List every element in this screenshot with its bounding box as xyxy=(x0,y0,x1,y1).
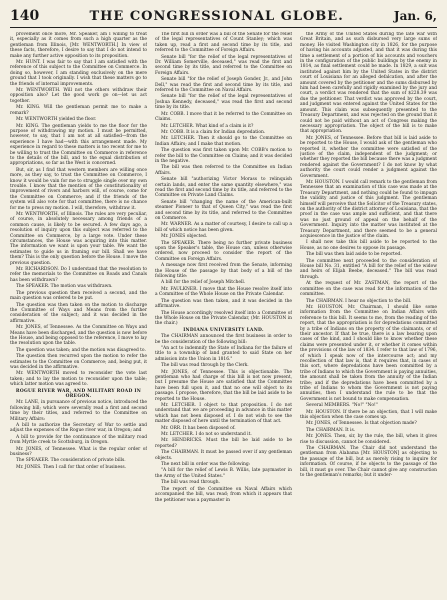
paragraph: A bill to authorize the Secretary of War to settle and adjust the expenses of the Rogue river war, in Oregon; and xyxy=(10,423,147,434)
paragraph: Senate bill "for the relief of the legal representatives of Joshua Kennedy, deceased," was read the first and second time by its title. xyxy=(155,94,292,111)
section-heading: INDIANA UNIVERSITY LAND. xyxy=(183,327,264,333)
paragraph: "An act to indemnify the State of Indiana for the failure of title to a township of land granted to said State on her admission into the Union in 1816." xyxy=(155,345,292,362)
paragraph: Mr. LETCHER. Then it should go to the Committee on Indian Affairs; and I make that motion. xyxy=(155,136,292,147)
paragraph: Mr. JONES. Then, sir, by the rule, the bill, when it gives rise to discussion, cannot be considered. xyxy=(300,434,437,445)
paragraph: The report of the Committee on Naval Affairs which accompanied the bill, was read; from which it appears that the petitioner was a paymaster in xyxy=(155,486,292,503)
paragraph: The SPEAKER. The consideration of private bills. xyxy=(16,458,126,464)
paragraph: Mr. COBB. I move that it be referred to the Committee on Claims. xyxy=(155,111,292,123)
paragraph: "A bill for the relief of Lewis B. Willis, late paymaster in the Army of the United States." xyxy=(155,468,292,479)
paragraph: Mr. RICHARDSON. Do I understand that the resolution to refer the memorials to the Committee on Roads and Canals has been withdrawn? xyxy=(10,267,147,283)
paragraph: Mr. HENDRICKS. Must the bill be laid aside to be reported? xyxy=(155,438,292,449)
paragraph: Senate bill "for the relief of Joseph Gonder, Jr., and John Dell," was read the first and second time by its title, and referred to the Committee on Naval Affairs. xyxy=(155,77,292,94)
paragraph: Mr. LETCHER. I object to that proposition. I do not understand that we are proceeding in advance in this matter which has not been disposed of. I do not wish to see the matter disposed of here until the termination of that act. xyxy=(155,403,292,425)
paragraph: At the request of Mr. ZASTMAN, the report of the committee on the case was read for the information of the committee. xyxy=(300,281,437,298)
paragraph: Mr. WARNER. As a matter of courtesy, I desire to call up a bill of which notice has been given. xyxy=(155,222,292,233)
paragraph: Mr. COBB. It is a claim for Indian depredation. xyxy=(161,129,266,135)
paragraph: Mr. LETCHER. What kind of a claim is it? xyxy=(161,123,254,129)
page-title: THE CONGRESSIONAL GLOBE. xyxy=(89,9,344,24)
paragraph: Senate bill "authorizing Victor Morass to relinquish certain lands, and enter the same quantity elsewhere," was read the first and second time by its title, and referred to the Committee on Private Land Claims. xyxy=(155,177,292,199)
paragraph: A bill for the relief of Joseph Mitchell. xyxy=(161,280,246,286)
paragraph: Mr. JONES, of Tennessee. Is that objection made? xyxy=(306,421,417,427)
page-header xyxy=(10,8,437,28)
paragraph: Mr. JONES, of Tennessee. This is objectionable. The gentleman who had charge of this bill is not now present, but I presume the House are satisfied that the Committee have been full upon it, and that no one will object to its passage. I propose, therefore, that the bill be laid aside to be reported to the House. xyxy=(155,369,292,402)
paragraph: The bill was then referred to the Committee on Indian Affairs. xyxy=(155,165,292,176)
page-number: 140 xyxy=(10,8,40,24)
paragraph: Mr. KING. The gentleman yields to me the floor for the purpose of withdrawing my motion. I must be permitted, however, to say, that I am not at all satisfied—from the experience I have had—with this arrangement made. My experience in regard to these matters is too recent for me to be willing to trust the Committee on Commerce in reference to the details of the bill, and to the equal distribution of appropriations, so far as the West is concerned. xyxy=(10,123,147,167)
paragraph: Mr. FAULKNER. I move that the House resolve itself into a Committee of the Whole House on the Private Calendar. xyxy=(155,286,292,298)
paragraph: The SPEAKER. The motion was withdrawn. xyxy=(16,284,113,290)
column-3 xyxy=(300,32,437,592)
paragraph: The question was taken; and the motion was disagreed to. xyxy=(16,347,146,353)
paragraph: the Army of the United States during the late war with Great Britain, and as such disbursed very large sums of money. He visited Washington city in 1826, for the purpose of having his accounts adjusted, and that it was during this time a settlement of a portion of his accounts and vouchers in the configuration of the public buildings by the enemy in 1814, as final settlement could be made. In 1829, a suit was instituted against him by the United States in the district court of Louisiana for an alleged defalcation, and after the amount covered by the petitioner and the sums disbursed by him had been carefully and rigidly examined by the jury and court, a verdict was rendered that the sum of $228.39 was due the petitioner. That verdict was approved by the court, and judgment was entered against the United States for the amount. This claim was subsequently presented to the Treasury Department, and was rejected on the ground that it could not be paid without an act of Congress making the necessary appropriation. The object of the bill is to make that appropriation. xyxy=(300,32,437,135)
paragraph: Mr. JONES, of Tennessee. As the Committee on Ways and Means have been discharged, and the question is now before the House, and being opposed to the reference, I move to lay the resolution upon the table. xyxy=(10,325,147,347)
paragraph: The CHAIRMAN. It must be passed over if any gentleman objects. xyxy=(155,450,292,461)
section-heading: ROGUE RIVER WAR, AND MILITARY ROAD IN OREGON. xyxy=(15,388,142,399)
paragraph: The SPEAKER. There being no further private business upon the Speaker's table, the House can, unless otherwise ordered, now proceed to consider the report of the Committee on Foreign Affairs. xyxy=(155,240,292,262)
column-2 xyxy=(155,32,292,592)
paragraph: The bill was read through by the Clerk. xyxy=(161,363,249,369)
paragraph: The question then recurred upon the motion to refer the estimates to the Committee on Commerce; and, being put, it was decided in the affirmative. xyxy=(10,354,147,370)
paragraph: Mr. HOUSTON. I would call remark to the gentleman from Tennessee that an examination of this case was made at the Treasury Department, and nothing could be found to impugn the validity and justice of this judgment. The gentleman himself will perceive that the Solicitor of the Treasury states, on the authority of the district attorney of Louisiana, that the proof in the case was ample and sufficient, and that there was no just ground of appeal on the behalf of the Government. Inquiry into the matter was instituted at the Treasury Department, and there seemed to be a general acquiescence in the justice of the claim. xyxy=(300,179,437,240)
text-columns xyxy=(10,32,437,592)
paragraph: Mr. HOUSTON. If there be an objection, that I will make this objection when the case comes up. xyxy=(300,409,437,421)
paragraph: Mr. LANE, in pursuance of previous notice, introduced the following bill; which were severally read a first and second time by their titles, and referred to the Committee on Military Affairs: xyxy=(10,400,147,422)
paragraph: Mr. JONES objected. xyxy=(161,234,208,240)
paragraph: The bill was read through. xyxy=(161,480,220,486)
paragraph: The CHAIRMAN. It is. xyxy=(306,427,356,433)
paragraph: provement once more, Mr. Speaker, am I willing to treat it, especially as it comes from such a high quarter as the gentleman from Illinois, [Mr. WENTWORTH.] In view of these facts, therefore, I desire to say that I do not intend to make any further active opposition to its proposition. xyxy=(10,32,147,59)
paragraph: Mr. WENTWORTH yielded the floor. xyxy=(16,117,97,123)
paragraph: The committee next proceeded to the consideration of House bill No. 31, entitled "A bill for the relief of the widow and heirs of Elijah Beebe, deceased." The bill was read through. xyxy=(300,258,437,280)
paragraph: The first bill in order was a bill of the Senate for the relief of the legal representatives of Count Stanley; which was taken up, read a first and second time by its title, and referred to the Committee of Foreign Affairs. xyxy=(155,32,292,54)
paragraph: A bill to provide for the continuance of the military road from Myrtle creek to Scottsburg, in Oregon. xyxy=(10,434,147,446)
paragraph: Several MEMBERS. "No!" "No!" xyxy=(306,403,378,409)
paragraph: Mr. JONES. Then I call for that order of business. xyxy=(16,464,127,470)
paragraph: Mr. WENTWORTH. Will not the others withdraw their opposition also? Let the good work go on—let us act together. xyxy=(10,88,147,104)
paragraph: A message now first received from the Senate, informing the House of the passage by that body of a bill of the following title: xyxy=(155,263,292,280)
paragraph: The question was first taken upon Mr. COBB's motion to refer the bill to the Committee on Claims; and it was decided in the negative. xyxy=(155,148,292,164)
paragraph: Mr. HOUSTON. Mr. Chairman, I should like some information from the Committee on Indian Affairs with reference to this bill. It seems to me, from the reading of the report, that the appropriation is for depredations committed by a tribe of Indians on the property of the claimants, or of their ancestor. If that be true, there is a law bearing upon cases of the kind, and I should like to know whether these claims were presented under it, or whether it comes within the provisions of the law of 1834. I refer to that law of 1796, of which I speak now of the intercourse act; and my recollection of that law is, that it requires that, in cases of this sort, where depredations have been committed by a tribe of Indians to which the Government is paying annuities, the amount shall be taken from the annuity of the Indian tribe; and if the depredations have been committed by a tribe of Indians to whom the Government is not paying annuities, then I understand the rule to be that the Government is not bound to make compensation. xyxy=(300,304,437,402)
paragraph: I shall now take this bill aside to be reported to the House, as no one desires to oppose its passage. xyxy=(300,240,437,251)
paragraph: The bill was then laid aside to be reported. xyxy=(306,252,402,258)
paragraph: Mr. HUNT. I was fair to say that I am satisfied with the reference of this subject to the Committee on Commerce. In doing so, however, I am standing exclusively on the mere ground that I took originally. I wish that these matters go to the friends of internal improvements. xyxy=(10,60,147,87)
paragraph: Mr. WENTWORTH moved to reconsider the vote last taken; and to lay the motion to reconsider upon the table; which latter motion was agreed to. xyxy=(10,371,147,388)
paragraph: The CHAIRMAN announced the first business in order to be the consideration of the following bill: xyxy=(155,334,292,345)
paragraph: Mr. WENTWORTH, of Illinois. The rules are very peculiar, of course, in absolutely necessary among friends of a common cause, is likely to be secured. A few days ago, a resolution of inquiry upon this subject was referred to the Committee on Commerce, by a large vote. Under these circumstances, the House was acquiring into this matter. The information we want is upon your table. We want the estimates to guide us in framing our bill. Shall we have them? This is the only question before the House. I move the previous question. xyxy=(10,212,147,266)
paragraph: The question was then taken on the motion to discharge the Committee of Ways and Means from the further consideration of the subject; and it was decided in the affirmative. xyxy=(10,302,147,324)
paragraph: The CHAIRMAN. I hear no objection to the bill. xyxy=(306,298,412,304)
paragraph: Senate bill "for the relief of the legal representatives of Dr. William Somerville, deceased," was read the first and second time by its title, and referred to the Committee on Foreign Affairs. xyxy=(155,54,292,76)
paragraph: Mr. JONES, of Tennessee. Before that bill is laid aside to be reported to the House, I would ask of the gentleman who reported it, whether the committee were satisfied of the justice of the claim, independent of the judgment; or whether they reported the bill because there was a judgment rendered against the Government? I do not know by what authority the court could render a judgment against the Government. xyxy=(300,135,437,179)
paragraph: The next bill in order was the following: xyxy=(161,462,251,468)
paragraph: The CHAIRMAN. The Chair did not understand the gentleman from Alabama [Mr. HOUSTON] as objecting to the passage of the bill, but as merely rising to inquire for information. Of course, if he objects to the passage of the bill, it must go over. The Chair cannot give any construction to the gentleman's remarks; but it under- xyxy=(300,446,437,479)
paragraph: But, sir, as I find that western members are willing once more, as they say, to trust the Committee on Commerce, I know it would be vain for me to struggle single over my own trouble. I know that the mention of the constitutionality of improvement of rivers and harbors will, of course, come for the Committee on Commerce; and if the friends of the system will also vote for that committee, there is no chance for me to press my motion. I will, therefore, withdraw it. xyxy=(10,167,147,211)
paragraph: The House accordingly resolved itself into a Committee of the Whole House on the Private Calendar, (Mr. HOUSTON in the chair.) xyxy=(155,310,292,327)
paragraph: Mr. JONES, of Tennessee. What is the regular order of business? xyxy=(10,446,147,458)
paragraph: The question was then taken, and it was decided in the affirmative. xyxy=(155,298,292,310)
column-1 xyxy=(10,32,147,592)
page-date: Jan. 6, xyxy=(393,9,437,23)
paragraph: Mr. KING. Will the gentleman permit me to make a remark? xyxy=(10,105,147,116)
paragraph: Mr. ORR. It has been disposed of. xyxy=(161,425,236,431)
paragraph: Mr. LETCHER. I do not so understand it. xyxy=(161,432,252,438)
paragraph: The previous question then received a second, and the main question was ordered to be put. xyxy=(10,290,147,302)
paragraph: Senate bill "changing the name of the American-built steamer Pioneer to that of Queen City," was read the first and second time by its title, and referred to the Committee on Commerce. xyxy=(155,199,292,221)
